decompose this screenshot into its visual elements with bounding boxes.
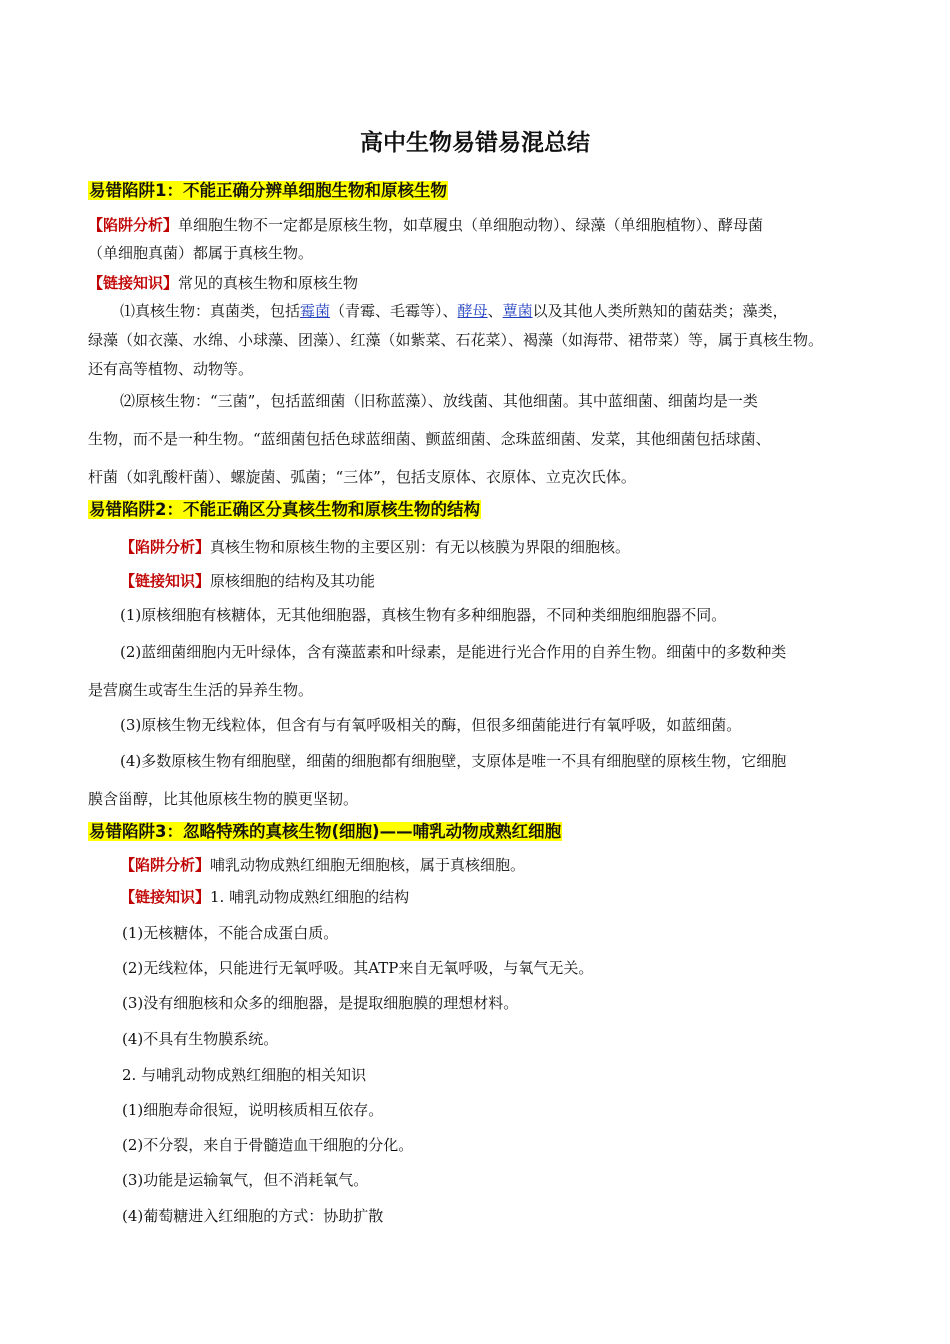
list-item: (4)葡萄糖进入红细胞的方式：协助扩散 [122, 1207, 384, 1225]
list-item: (2)不分裂，来自于骨髓造血干细胞的分化。 [122, 1136, 414, 1154]
knowledge-tag: 【链接知识】 [120, 888, 211, 906]
section-1-analysis: 【陷阱分析】单细胞生物不一定都是原核生物，如草履虫（单细胞动物）、绿藻（单细胞植物）、酵母菌 [88, 216, 764, 234]
list-item: (2)蓝细菌细胞内无叶绿体，含有藻蓝素和叶绿素，是能进行光合作用的自养生物。细菌中的多数种类 [120, 643, 787, 661]
mushroom-link[interactable]: 蕈菌 [502, 302, 533, 320]
list-item: (4)不具有生物膜系统。 [122, 1030, 279, 1048]
analysis-tag: 【陷阱分析】 [88, 216, 179, 234]
prokaryote-paragraph-cont: 生物，而不是一种生物。“蓝细菌包括色球蓝细菌、颤蓝细菌、念珠蓝细菌、发菜，其他细菌包括球菌、 [88, 430, 771, 448]
section-1-analysis-cont: （单细胞真菌）都属于真核生物。 [88, 244, 314, 262]
prokaryote-paragraph: ⑵原核生物：“三菌”，包括蓝细菌（旧称蓝藻）、放线菌、其他细菌。其中蓝细菌、细菌均是一类 [120, 392, 758, 410]
list-item: (1)细胞寿命很短，说明核质相互依存。 [122, 1101, 384, 1119]
section-2-analysis: 【陷阱分析】真核生物和原核生物的主要区别：有无以核膜为界限的细胞核。 [120, 538, 631, 556]
section-3-subtitle: 2. 与哺乳动物成熟红细胞的相关知识 [122, 1066, 367, 1084]
list-item-cont: 是营腐生或寄生生活的异养生物。 [88, 681, 314, 699]
section-2-heading: 易错陷阱2：不能正确区分真核生物和原核生物的结构 [89, 500, 480, 519]
eukaryote-paragraph: ⑴真核生物：真菌类，包括霉菌（青霉、毛霉等）、酵母、蕈菌以及其他人类所熟知的菌菇类；藻类， [120, 302, 788, 320]
section-1-knowledge: 【链接知识】常见的真核生物和原核生物 [88, 274, 359, 292]
list-item: (3)没有细胞核和众多的细胞器，是提取细胞膜的理想材料。 [122, 994, 519, 1012]
section-3-knowledge: 【链接知识】1. 哺乳动物成熟红细胞的结构 [120, 888, 410, 906]
list-item: (1)原核细胞有核糖体，无其他细胞器，真核生物有多种细胞器，不同种类细胞细胞器不同。 [120, 606, 727, 624]
document-title: 高中生物易错易混总结 [360, 130, 590, 156]
section-3-analysis: 【陷阱分析】哺乳动物成熟红细胞无细胞核，属于真核细胞。 [120, 856, 526, 874]
analysis-tag: 【陷阱分析】 [120, 856, 211, 874]
knowledge-tag: 【链接知识】 [120, 572, 211, 590]
eukaryote-paragraph-cont: 绿藻（如衣藻、水绵、小球藻、团藻）、红藻（如紫菜、石花菜）、褐藻（如海带、裙带菜）等，属于真核生物。 [88, 331, 824, 349]
list-item: (1)无核糖体，不能合成蛋白质。 [122, 924, 339, 942]
list-item: (3)功能是运输氧气，但不消耗氧气。 [122, 1171, 369, 1189]
yeast-link[interactable]: 酵母 [457, 302, 488, 320]
analysis-tag: 【陷阱分析】 [120, 538, 211, 556]
list-item: (3)原核生物无线粒体，但含有与有氧呼吸相关的酶，但很多细菌能进行有氧呼吸，如蓝细菌。 [120, 716, 742, 734]
section-3-heading: 易错陷阱3：忽略特殊的真核生物(细胞)——哺乳动物成熟红细胞 [89, 822, 562, 841]
mold-link[interactable]: 霉菌 [300, 302, 331, 320]
section-1-heading: 易错陷阱1：不能正确分辨单细胞生物和原核生物 [89, 181, 447, 200]
eukaryote-paragraph-end: 还有高等植物、动物等。 [88, 360, 254, 378]
prokaryote-paragraph-end: 杆菌（如乳酸杆菌）、螺旋菌、弧菌；“三体”，包括支原体、衣原体、立克次氏体。 [88, 468, 636, 486]
list-item: (4)多数原核生物有细胞壁，细菌的细胞都有细胞壁，支原体是唯一不具有细胞壁的原核生物，它细胞 [120, 752, 787, 770]
knowledge-tag: 【链接知识】 [88, 274, 179, 292]
section-2-knowledge: 【链接知识】原核细胞的结构及其功能 [120, 572, 376, 590]
list-item: (2)无线粒体，只能进行无氧呼吸。其ATP来自无氧呼吸，与氧气无关。 [122, 959, 594, 977]
list-item-cont: 膜含甾醇，比其他原核生物的膜更坚韧。 [88, 790, 359, 808]
